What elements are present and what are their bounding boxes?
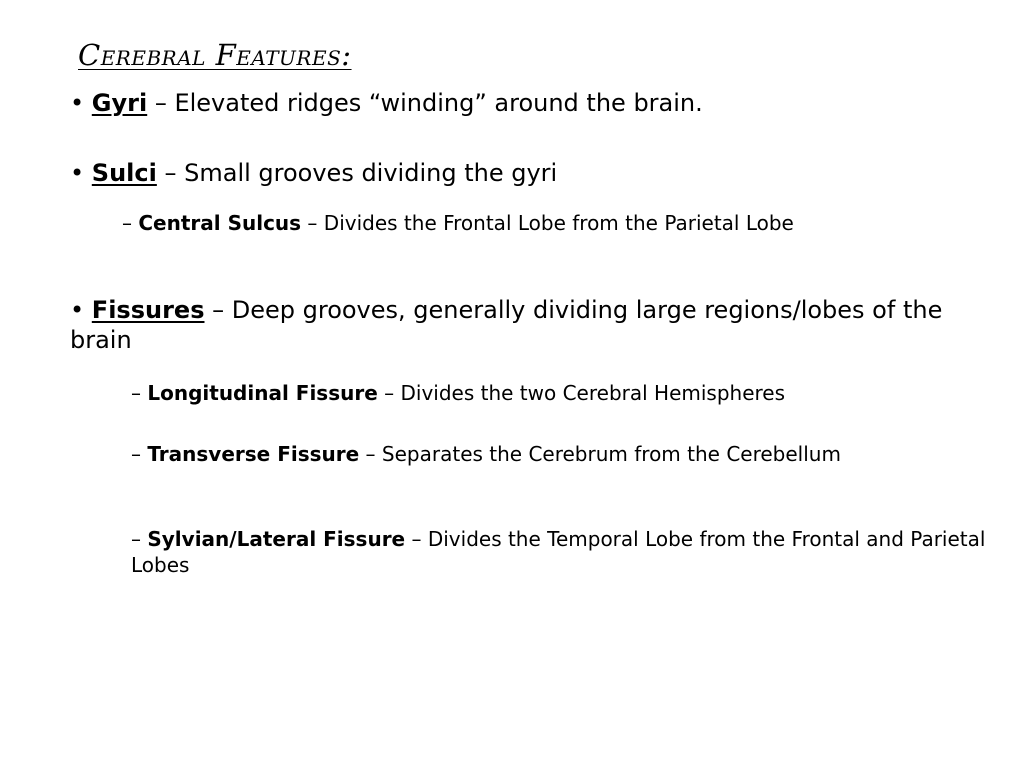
description-fissures: – Deep grooves, generally dividing large regions/lobes of the brain bbox=[70, 296, 943, 354]
subitem-transverse-fissure bbox=[131, 441, 951, 467]
description-gyri: – Elevated ridges “winding” around the brain. bbox=[147, 89, 703, 117]
sub-dash: – bbox=[122, 211, 139, 235]
term-fissures: Fissures bbox=[91, 296, 205, 324]
bullet-fissures bbox=[70, 295, 970, 355]
term-sulci: Sulci bbox=[91, 159, 157, 187]
description-longitudinal-fissure: – Divides the two Cerebral Hemispheres bbox=[377, 381, 786, 405]
description-central-sulcus: – Divides the Frontal Lobe from the Parietal Lobe bbox=[301, 211, 794, 235]
term-longitudinal-fissure: Longitudinal Fissure bbox=[147, 381, 378, 405]
description-sylvian-lateral-fissure: – Divides the Temporal Lobe from the Frontal and Parietal Lobes bbox=[131, 527, 986, 577]
sub-dash: – bbox=[131, 381, 148, 405]
bullet-marker: • bbox=[70, 159, 85, 187]
description-sulci: – Small grooves dividing the gyri bbox=[156, 159, 558, 187]
slide-title: Cerebral Features: bbox=[78, 38, 352, 72]
term-transverse-fissure: Transverse Fissure bbox=[147, 442, 360, 466]
subitem-sylvian-lateral-fissure bbox=[131, 526, 1011, 578]
subitem-central-sulcus bbox=[122, 210, 952, 236]
bullet-gyri bbox=[70, 88, 970, 118]
bullet-sulci bbox=[70, 158, 970, 188]
subitem-longitudinal-fissure bbox=[131, 380, 1011, 406]
bullet-marker: • bbox=[70, 296, 85, 324]
sub-dash: – bbox=[131, 442, 148, 466]
sub-dash: – bbox=[131, 527, 148, 551]
term-central-sulcus: Central Sulcus bbox=[138, 211, 302, 235]
term-gyri: Gyri bbox=[91, 89, 148, 117]
term-sylvian-lateral-fissure: Sylvian/Lateral Fissure bbox=[147, 527, 406, 551]
description-transverse-fissure: – Separates the Cerebrum from the Cerebellum bbox=[359, 442, 841, 466]
bullet-marker: • bbox=[70, 89, 85, 117]
